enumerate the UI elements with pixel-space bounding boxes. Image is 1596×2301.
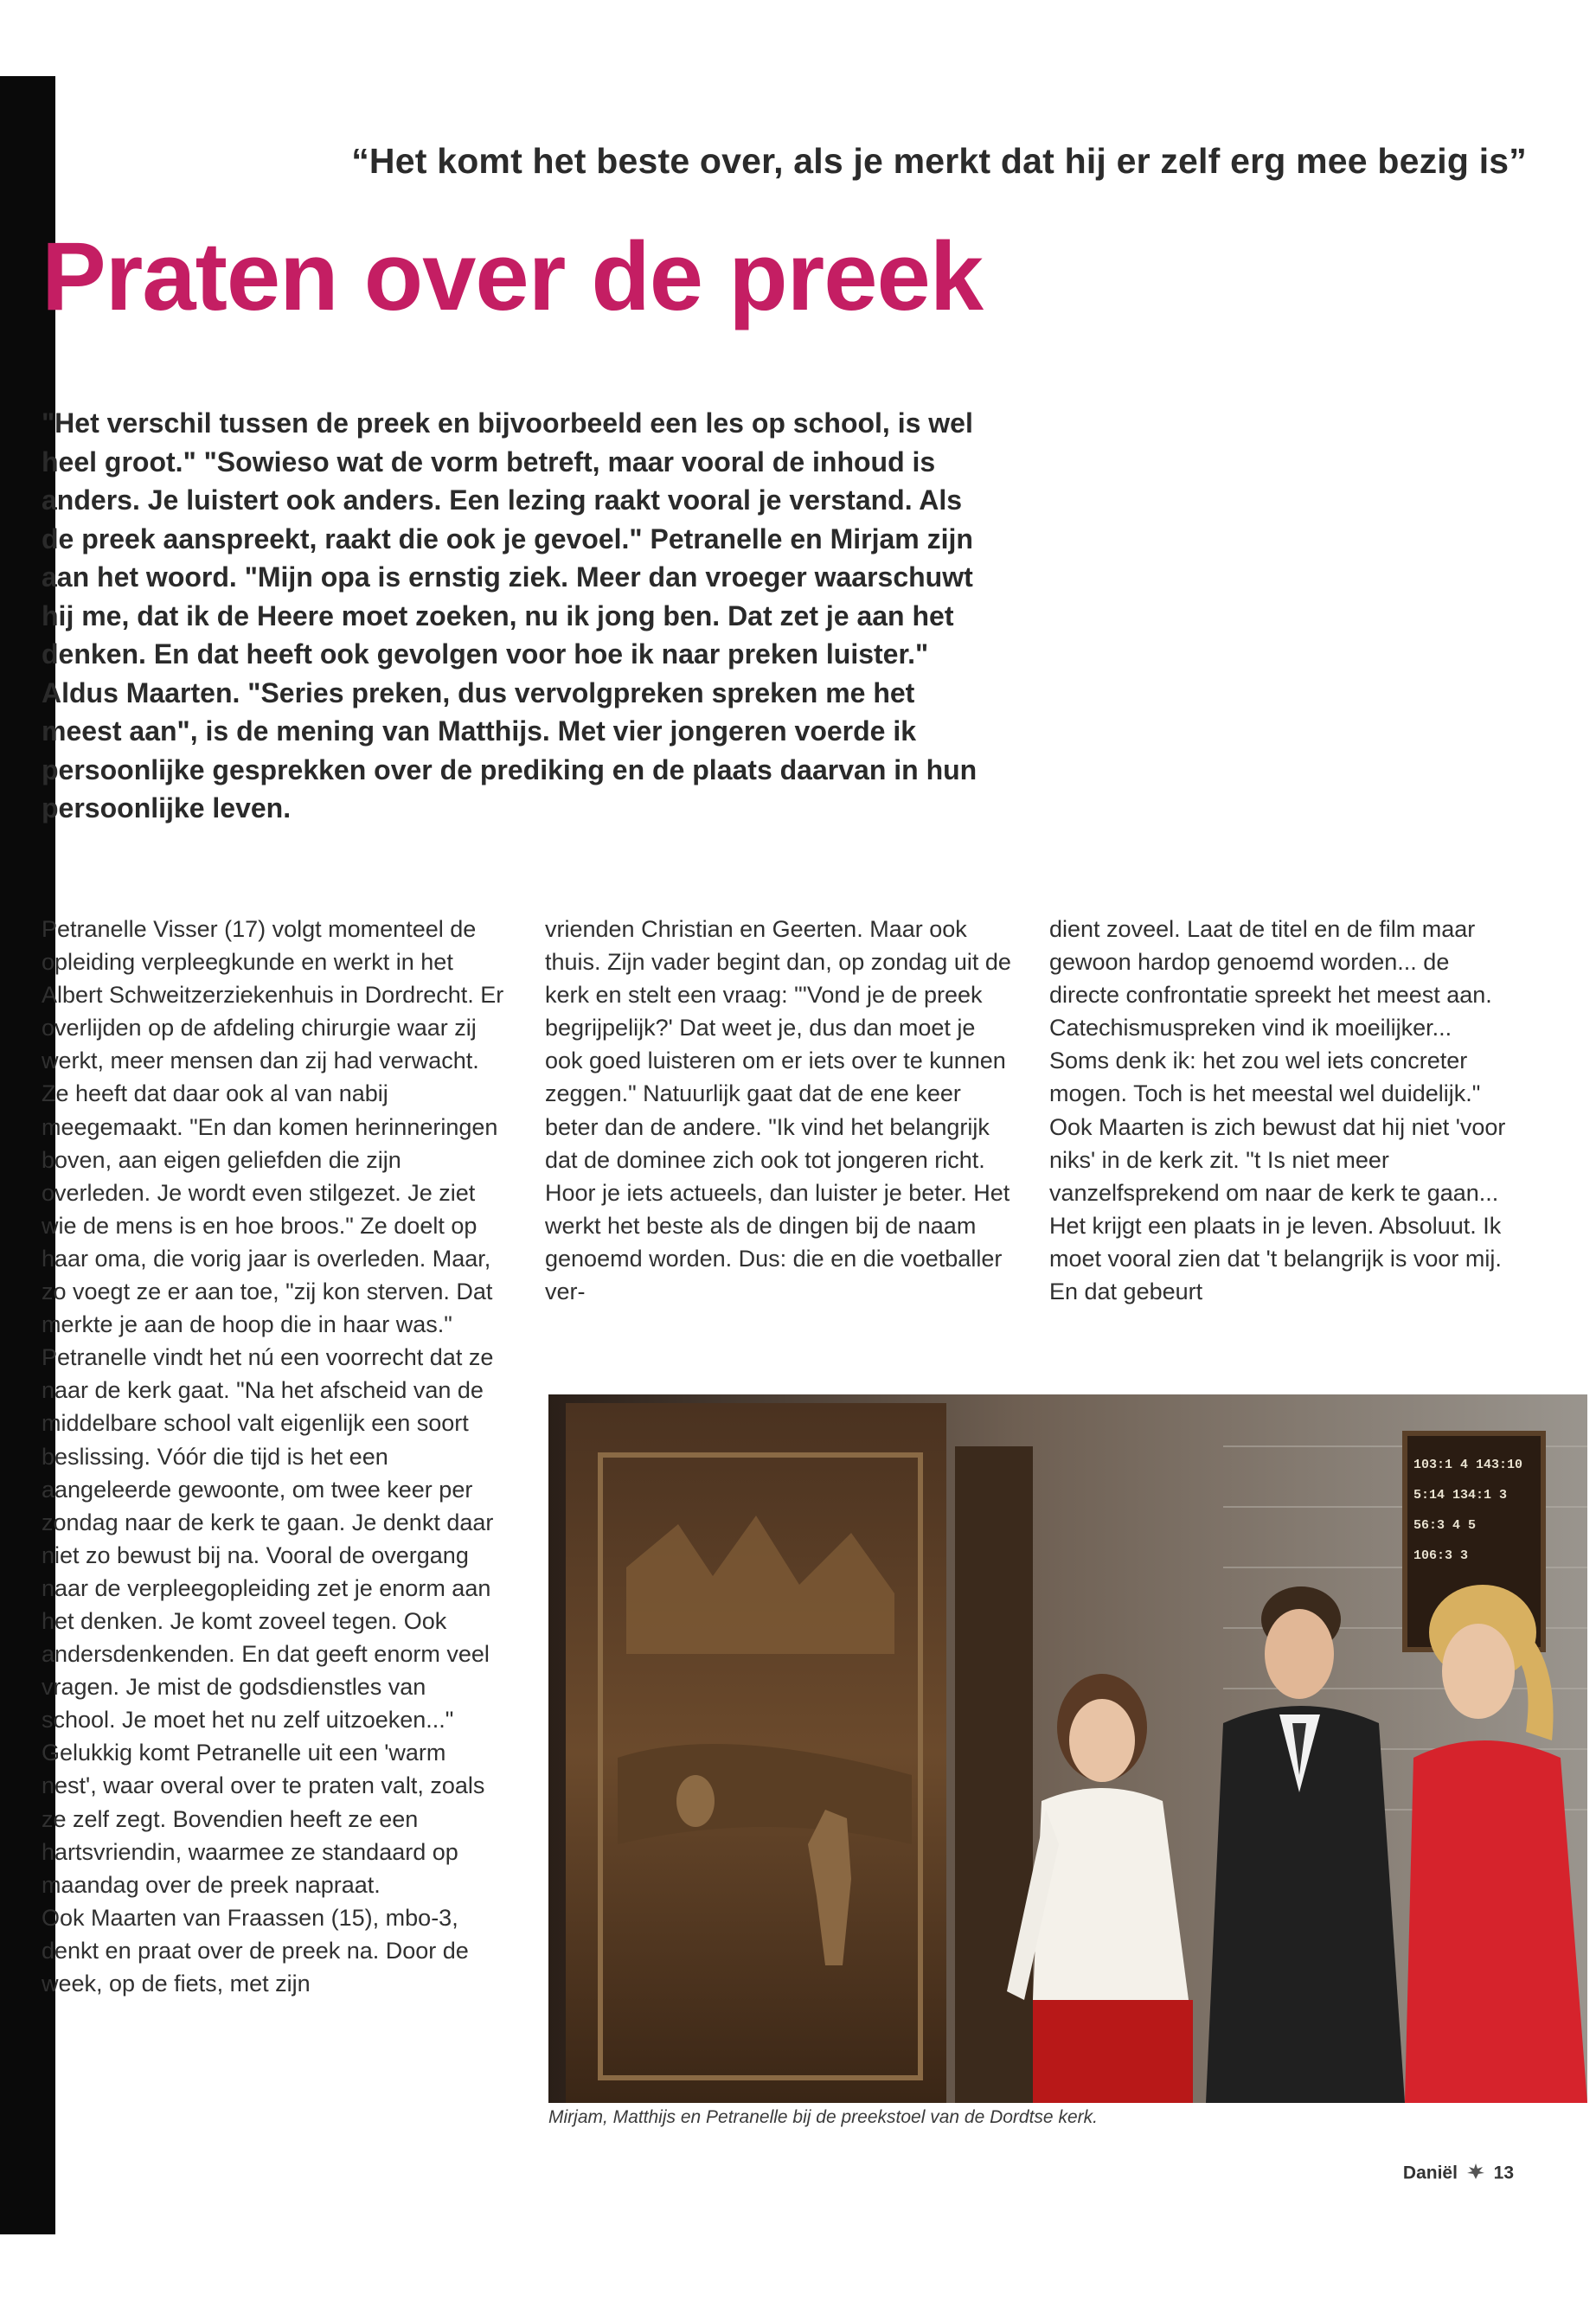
article-intro: "Het verschil tussen de preek en bijvoorbeeld een les op school, is wel heel groot." "Sowieso wat de vorm betreft, maar vooral de inhoud is anders. Je luistert ook anders. Een lezing raakt vooral je verstand. Als de preek aanspreekt, raakt die ook je gevoel." Petranelle en Mirjam zijn aan het woord. "Mijn opa is ernstig ziek. Meer dan vroeger waarschuwt hij me, dat ik de Heere moet zoeken, nu ik jong ben. Dat zet je aan het denken. En dat heeft ook gevolgen voor hoe ik naar preken luister." Aldus Maarten. "Series preken, dus vervolgpreken spreken me het meest aan", is de mening van Matthijs. Met vier jongeren voerde ik persoonlijke gesprekken over de prediking en de plaats daarvan in hun persoonlijke leven. bbox=[42, 407, 977, 824]
pulpit-side bbox=[955, 1446, 1033, 2103]
col1-paragraph-3: Ook Maarten van Fraassen (15), mbo-3, denkt en praat over de preek na. Door de week, op de fiets, met zijn bbox=[42, 1904, 469, 1997]
photo-caption: Mirjam, Matthijs en Petranelle bij de preekstoel van de Dordtse kerk. bbox=[548, 2107, 1098, 2127]
col1-paragraph-1: Petranelle Visser (17) volgt momenteel de opleiding verpleegkunde en werkt in het Albert Schweitzerziekenhuis in Dordrecht. Er overlijden op de afdeling chirurgie waar zij werkt, meer mensen dan zij had verwacht. Ze heeft dat daar ook al van nabij meegemaakt. "En dan komen herinneringen boven, aan eigen geliefden die zijn overleden. Je wordt even stilgezet. Je ziet wie de mens is en hoe broos." Ze doelt op haar oma, die vorig jaar is overleden. Maar, zo voegt ze er aan toe, "zij kon sterven. Dat merkte je aan de hoop die in haar was." bbox=[42, 916, 504, 1338]
col1-paragraph-2: Petranelle vindt het nú een voorrecht dat ze naar de kerk gaat. "Na het afscheid van de middelbare school valt eigenlijk een soort beslissing. Vóór die tijd is het een aangeleerde gewoonte, om twee keer per zondag naar de kerk te gaan. Je denkt daar niet zo bewust bij na. Vooral de overgang naar de verpleegopleiding zet je enorm aan het denken. Je komt zoveel tegen. Ook andersdenkenden. En dat geeft enorm veel vragen. Je mist de godsdienstles van school. Je moet het nu zelf uitzoeken..." Gelukkig komt Petranelle uit een 'warm nest', waar overal over te praten valt, zoals ze zelf zegt. Bovendien heeft ze een hartsvriendin, waarmee ze standaard op maandag over de preek napraat. bbox=[42, 1344, 494, 1898]
carved-figure-in-water bbox=[676, 1775, 715, 1827]
article-headline: Praten over de preek bbox=[42, 222, 984, 330]
page-number: 13 bbox=[1493, 2163, 1514, 2183]
hymn-board-line-3: 56:3 4 5 bbox=[1413, 1518, 1477, 1533]
page-folio bbox=[1384, 2163, 1514, 2185]
hymn-board-line-2: 5:14 134:1 3 bbox=[1413, 1488, 1508, 1503]
col2-paragraph-1: vrienden Christian en Geerten. Maar ook thuis. Zijn vader begint dan, op zondag uit de kerk en stelt een vraag: "'Vond je de preek begrijpelijk?' Dat weet je, dus dan moet je ook goed luisteren om er iets over te kunnen zeggen." Natuurlijk gaat dat de ene keer beter dan de andere. "Ik vind het belangrijk dat de dominee zich ook tot jongeren richt. Hoor je iets actueels, dan luister je beter. Het werkt het beste als de dingen bij de naam genoemd worden. Dus: die en die voetballer ver- bbox=[545, 916, 1011, 1305]
body-column-3 bbox=[1049, 913, 1516, 1308]
article-photo bbox=[548, 1394, 1587, 2103]
fleur-de-lis-icon bbox=[1466, 2163, 1485, 2185]
pull-quote: “Het komt het beste over, als je merkt dat hij er zelf erg mee bezig is” bbox=[351, 141, 1527, 181]
col3-paragraph-2: Ook Maarten is zich bewust dat hij niet 'voor niks' in de kerk zit. "t Is niet meer vanzelfsprekend om naar de kerk te gaan... Het krijgt een plaats in je leven. Absoluut. Ik moet vooral zien dat 't belangrijk is voor mij. En dat gebeurt bbox=[1049, 1113, 1506, 1305]
body-column-2 bbox=[545, 913, 1012, 1308]
hymn-board-line-4: 106:3 3 bbox=[1413, 1548, 1469, 1563]
hymn-board-line-1: 103:1 4 143:10 bbox=[1413, 1458, 1523, 1472]
col3-paragraph-1: dient zoveel. Laat de titel en de film maar gewoon hardop genoemd worden... de directe confrontatie spreekt het meest aan. Catechismuspreken vind ik moeilijker... Soms denk ik: het zou wel iets concreter mogen. Toch is het meestal wel duidelijk." bbox=[1049, 916, 1492, 1107]
body-column-1 bbox=[42, 913, 504, 2000]
magazine-name: Daniël bbox=[1402, 2163, 1458, 2183]
